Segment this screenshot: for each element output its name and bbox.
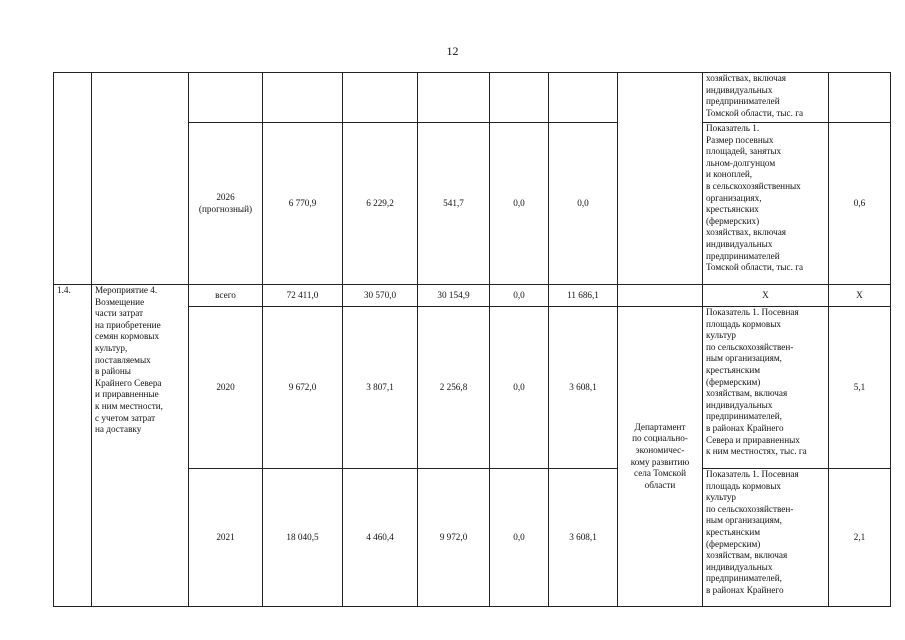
cell-total-2026: 6 770,9 (263, 123, 343, 285)
cell-c-total: 30 154,9 (418, 285, 490, 307)
cell-d-2026: 0,0 (490, 123, 549, 285)
cell-c-2026: 541,7 (418, 123, 490, 285)
cell-indicator-prev: хозяйствах, включая индивидуальных предпринимателей Томской области, тыс. га (703, 73, 829, 123)
cell-value-2021: 2,1 (829, 469, 891, 607)
cell-value-prev (829, 73, 891, 123)
page-number: 12 (446, 44, 459, 58)
cell-d-2021: 0,0 (490, 469, 549, 607)
cell-b-2020: 3 807,1 (343, 307, 418, 469)
cell-e-2021: 3 608,1 (549, 469, 618, 607)
cell-total-total: 72 411,0 (263, 285, 343, 307)
cell-num-prev (54, 73, 92, 285)
cell-num-1-4: 1.4. (54, 285, 92, 607)
cell-executor-prev (618, 73, 703, 285)
cell-indicator-total: Х (703, 285, 829, 307)
cell-e-2020: 3 608,1 (549, 307, 618, 469)
cell-c-prev (418, 73, 490, 123)
cell-year-2021: 2021 (189, 469, 263, 607)
cell-d-prev (490, 73, 549, 123)
cell-b-2021: 4 460,4 (343, 469, 418, 607)
cell-value-total: Х (829, 285, 891, 307)
cell-year-2020: 2020 (189, 307, 263, 469)
cell-total-2020: 9 672,0 (263, 307, 343, 469)
cell-value-2026: 0,6 (829, 123, 891, 285)
cell-c-2021: 9 972,0 (418, 469, 490, 607)
cell-year-prev (189, 73, 263, 123)
cell-indicator-2021: Показатель 1. Посевная площадь кормовых культур по сельскохозяйствен- ным организациям, крестьянским (фермерским) хозяйствам, включая индивидуальных предпринимателей, в районах Крайнего (703, 469, 829, 607)
cell-c-2020: 2 256,8 (418, 307, 490, 469)
cell-measure-name: Мероприятие 4. Возмещение части затрат на приобретение семян кормовых культур, поставляемых в районы Крайнего Севера и приравненные к ним местности, с учетом затрат на доставку (92, 285, 189, 607)
cell-name-prev (92, 73, 189, 285)
cell-total-2021: 18 040,5 (263, 469, 343, 607)
cell-executor: Департамент по социально- экономичес- кому развитию села Томской области (618, 307, 703, 607)
table-row-total (54, 285, 891, 307)
cell-e-2026: 0,0 (549, 123, 618, 285)
cell-value-2020: 5,1 (829, 307, 891, 469)
cell-executor-total (618, 285, 703, 307)
cell-e-total: 11 686,1 (549, 285, 618, 307)
program-table (53, 72, 891, 607)
cell-b-total: 30 570,0 (343, 285, 418, 307)
cell-year-total: всего (189, 285, 263, 307)
cell-b-2026: 6 229,2 (343, 123, 418, 285)
cell-indicator-2026: Показатель 1. Размер посевных площадей, занятых льном-долгунцом и коноплей, в сельскохозяйственных организациях, крестьянских (фермерских) хозяйствах, включая индивидуальных предпринимателей Томской области, тыс. га (703, 123, 829, 285)
cell-total-prev (263, 73, 343, 123)
cell-indicator-2020: Показатель 1. Посевная площадь кормовых культур по сельскохозяйствен- ным организациям, крестьянским (фермерским) хозяйствам, включая индивидуальных предпринимателей, в районах Крайнего Севера и приравненных к ним местностях, тыс. га (703, 307, 829, 469)
cell-e-prev (549, 73, 618, 123)
cell-d-total: 0,0 (490, 285, 549, 307)
cell-d-2020: 0,0 (490, 307, 549, 469)
cell-year-2026: 2026 (прогнозный) (189, 123, 263, 285)
table-row-continuation (54, 73, 891, 123)
cell-b-prev (343, 73, 418, 123)
